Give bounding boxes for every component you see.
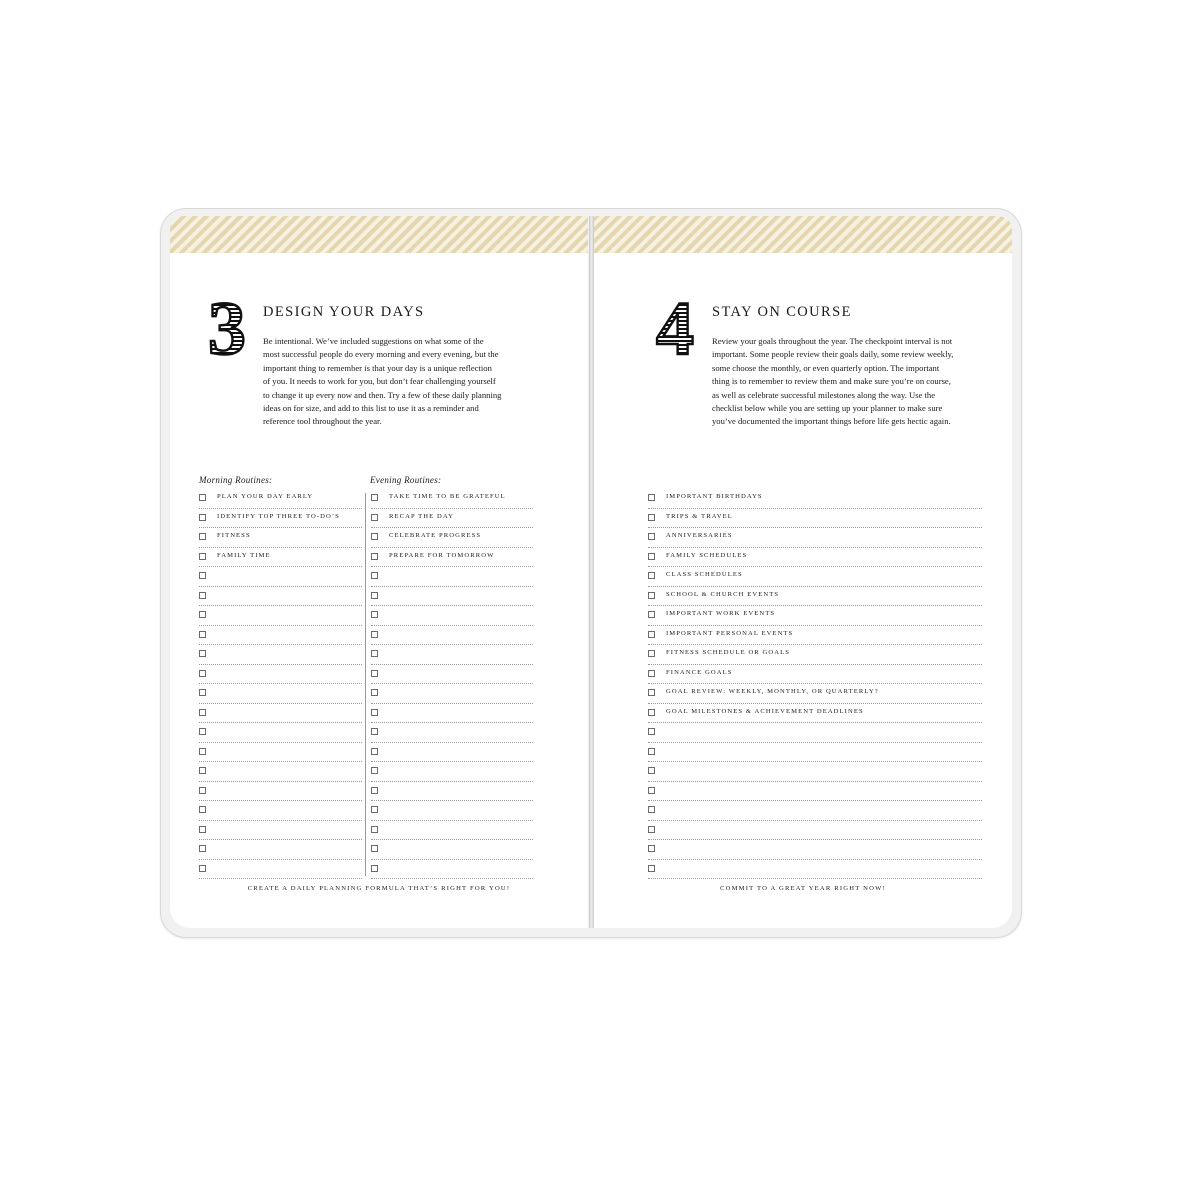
checkbox-icon[interactable] xyxy=(371,826,378,833)
checklist-item xyxy=(648,645,982,665)
checklist-item xyxy=(199,645,362,665)
checkbox-icon[interactable] xyxy=(371,670,378,677)
checklist-item xyxy=(199,587,362,607)
checkbox-icon[interactable] xyxy=(199,533,206,540)
checkbox-icon[interactable] xyxy=(648,533,655,540)
checklist-item xyxy=(199,801,362,821)
checklist-item xyxy=(199,548,362,568)
morning-routines-title: Morning Routines: xyxy=(199,475,273,485)
checklist-item-label: PLAN YOUR DAY EARLY xyxy=(217,493,314,500)
checkbox-icon[interactable] xyxy=(199,514,206,521)
intro-paragraph xyxy=(263,335,531,429)
checklist-item xyxy=(199,665,362,685)
checklist-item xyxy=(648,860,982,880)
checklist-item xyxy=(199,821,362,841)
checklist-item-label: PREPARE FOR TOMORROW xyxy=(389,551,495,559)
checklist-item-label: FINANCE GOALS xyxy=(666,668,733,676)
checklist-item xyxy=(371,821,533,841)
paragraph-line: important. Some people review their goals daily, some review weekly, xyxy=(712,349,954,360)
checklist-item-label: TRIPS & TRAVEL xyxy=(666,512,733,520)
checklist-item xyxy=(648,762,982,782)
right-page xyxy=(594,216,1012,928)
checklist-item xyxy=(199,782,362,802)
checkbox-icon[interactable] xyxy=(371,748,378,755)
checklist-item-label: IDENTIFY TOP THREE TO-DO’S xyxy=(217,512,340,520)
checklist-item-label: FAMILY TIME xyxy=(217,551,271,559)
page-heading: STAY ON COURSE xyxy=(712,304,852,320)
checkbox-icon[interactable] xyxy=(199,494,206,501)
numeral-3-icon xyxy=(198,296,256,358)
checklist-item xyxy=(371,509,533,529)
checklist-item xyxy=(648,782,982,802)
checkbox-icon[interactable] xyxy=(371,845,378,852)
paragraph-line: reference tool throughout the year. xyxy=(263,416,382,427)
checkbox-icon[interactable] xyxy=(199,631,206,638)
checkbox-icon[interactable] xyxy=(648,611,655,618)
checkbox-icon[interactable] xyxy=(648,650,655,657)
paragraph-line: most successful people do every morning and every evening, but the xyxy=(263,349,499,360)
checklist-item-label: GOAL MILESTONES & ACHIEVEMENT DEADLINES xyxy=(666,707,864,715)
checkbox-icon[interactable] xyxy=(199,709,206,716)
checklist-item xyxy=(371,840,533,860)
checkbox-icon[interactable] xyxy=(648,670,655,677)
paragraph-line: checklist below while you are setting up your planner to make sure xyxy=(712,403,943,414)
paragraph-line: of you. It needs to work for you, but don’t fear challenging yourself xyxy=(263,376,496,387)
checkbox-icon[interactable] xyxy=(199,767,206,774)
checkbox-icon[interactable] xyxy=(371,533,378,540)
checklist-item xyxy=(648,548,982,568)
column-divider xyxy=(365,493,366,876)
checkbox-icon[interactable] xyxy=(199,670,206,677)
checkbox-icon[interactable] xyxy=(371,592,378,599)
paragraph-line: Review your goals throughout the year. The checkpoint interval is not xyxy=(712,336,953,346)
checkbox-icon[interactable] xyxy=(371,631,378,638)
paragraph-line: to change it up every now and then. Try a few of these daily planning xyxy=(263,389,502,400)
paragraph-line: Be intentional. We’ve included suggestions on what some of the xyxy=(263,336,484,346)
checklist-item-label: RECAP THE DAY xyxy=(389,512,454,520)
checklist-item xyxy=(648,626,982,646)
checklist-item-label: FAMILY SCHEDULES xyxy=(666,551,748,559)
checklist-item xyxy=(648,704,982,724)
checklist-item xyxy=(371,665,533,685)
checklist-item xyxy=(371,626,533,646)
checklist-item xyxy=(199,684,362,704)
checkbox-icon[interactable] xyxy=(648,572,655,579)
checkbox-icon[interactable] xyxy=(648,514,655,521)
page-heading: DESIGN YOUR DAYS xyxy=(263,304,425,320)
checklist-item-label: ANNIVERSARIES xyxy=(666,532,733,539)
checklist-item-label: FITNESS SCHEDULE OR GOALS xyxy=(666,649,791,656)
checkbox-icon[interactable] xyxy=(371,514,378,521)
setup-checklist xyxy=(648,489,982,879)
page-footer: COMMIT TO A GREAT YEAR RIGHT NOW! xyxy=(720,885,886,892)
checklist-item xyxy=(371,489,533,509)
checkbox-icon[interactable] xyxy=(648,631,655,638)
checkbox-icon[interactable] xyxy=(648,845,655,852)
checklist-item xyxy=(648,743,982,763)
checklist-item xyxy=(371,587,533,607)
paragraph-line: as well as celebrate successful milestones along the way. Use the xyxy=(712,389,936,400)
checkbox-icon[interactable] xyxy=(648,767,655,774)
checklist-item xyxy=(371,801,533,821)
paragraph-line: some choose the monthly, or even quarterly option. The important xyxy=(712,362,940,373)
checklist-item xyxy=(199,606,362,626)
checklist-item xyxy=(199,489,362,509)
checkbox-icon[interactable] xyxy=(648,826,655,833)
checklist-item xyxy=(199,723,362,743)
left-page xyxy=(170,216,588,928)
checkbox-icon[interactable] xyxy=(371,787,378,794)
checkbox-icon[interactable] xyxy=(371,553,378,560)
checklist-item xyxy=(371,684,533,704)
checklist-item xyxy=(648,509,982,529)
checkbox-icon[interactable] xyxy=(199,650,206,657)
checkbox-icon[interactable] xyxy=(648,787,655,794)
checklist-item xyxy=(199,528,362,548)
checklist-item xyxy=(371,860,533,880)
checklist-item xyxy=(648,665,982,685)
checkbox-icon[interactable] xyxy=(371,709,378,716)
checklist-item-label: CELEBRATE PROGRESS xyxy=(389,532,482,539)
checkbox-icon[interactable] xyxy=(199,728,206,735)
checkbox-icon[interactable] xyxy=(199,826,206,833)
checkbox-icon[interactable] xyxy=(371,806,378,813)
checkbox-icon[interactable] xyxy=(199,689,206,696)
checkbox-icon[interactable] xyxy=(199,787,206,794)
checkbox-icon[interactable] xyxy=(648,709,655,716)
checkbox-icon[interactable] xyxy=(199,611,206,618)
checkbox-icon[interactable] xyxy=(648,592,655,599)
checkbox-icon[interactable] xyxy=(371,767,378,774)
evening-routines-list xyxy=(371,489,533,879)
checklist-item-label: IMPORTANT WORK EVENTS xyxy=(666,610,776,617)
checklist-item xyxy=(648,606,982,626)
morning-routines-list xyxy=(199,489,362,879)
checklist-item xyxy=(371,762,533,782)
checkbox-icon[interactable] xyxy=(199,845,206,852)
checklist-item-label: IMPORTANT PERSONAL EVENTS xyxy=(666,629,794,637)
checkbox-icon[interactable] xyxy=(199,865,206,872)
checklist-item xyxy=(371,782,533,802)
checklist-item xyxy=(648,528,982,548)
checklist-item-label: CLASS SCHEDULES xyxy=(666,571,743,578)
paragraph-line: thing is to remember to review them and make sure you’re on course, xyxy=(712,376,951,387)
checkbox-icon[interactable] xyxy=(648,553,655,560)
checklist-item xyxy=(371,528,533,548)
page-footer: CREATE A DAILY PLANNING FORMULA THAT’S RIGHT FOR YOU! xyxy=(247,885,511,892)
checklist-item-label: TAKE TIME TO BE GRATEFUL xyxy=(389,493,506,500)
decorative-stripe-band xyxy=(170,216,588,253)
checkbox-icon[interactable] xyxy=(648,748,655,755)
svg-text:4: 4 xyxy=(656,296,694,358)
checkbox-icon[interactable] xyxy=(371,572,378,579)
checklist-item xyxy=(371,645,533,665)
checklist-item xyxy=(199,567,362,587)
paragraph-line: you’ve documented the important things before life gets hectic again. xyxy=(712,416,951,427)
checkbox-icon[interactable] xyxy=(371,689,378,696)
numeral-4-icon xyxy=(646,296,704,358)
checkbox-icon[interactable] xyxy=(648,865,655,872)
checklist-item xyxy=(371,704,533,724)
checklist-item xyxy=(199,509,362,529)
decorative-stripe-band xyxy=(594,216,1012,253)
checklist-item xyxy=(648,801,982,821)
checklist-item xyxy=(648,567,982,587)
checklist-item xyxy=(648,587,982,607)
checkbox-icon[interactable] xyxy=(199,592,206,599)
checklist-item xyxy=(648,840,982,860)
paragraph-line: ideas on for size, and add to this list to use it as a reminder and xyxy=(263,403,479,414)
intro-paragraph xyxy=(712,335,984,429)
checkbox-icon[interactable] xyxy=(199,572,206,579)
checkbox-icon[interactable] xyxy=(199,553,206,560)
checklist-item xyxy=(199,860,362,880)
checklist-item xyxy=(199,762,362,782)
checklist-item xyxy=(371,548,533,568)
checklist-item xyxy=(648,723,982,743)
checklist-item xyxy=(648,489,982,509)
checklist-item xyxy=(199,626,362,646)
checkbox-icon[interactable] xyxy=(371,865,378,872)
checklist-item-label: SCHOOL & CHURCH EVENTS xyxy=(666,590,780,598)
checkbox-icon[interactable] xyxy=(648,689,655,696)
checklist-item xyxy=(199,704,362,724)
checklist-item xyxy=(199,840,362,860)
checklist-item-label: FITNESS xyxy=(217,532,251,539)
checklist-item xyxy=(371,606,533,626)
evening-routines-title: Evening Routines: xyxy=(370,475,442,485)
checkbox-icon[interactable] xyxy=(648,806,655,813)
checkbox-icon[interactable] xyxy=(648,494,655,501)
checkbox-icon[interactable] xyxy=(371,728,378,735)
checklist-item xyxy=(371,567,533,587)
paragraph-line: important thing to remember is that your day is a unique reflection xyxy=(263,362,492,373)
checkbox-icon[interactable] xyxy=(371,494,378,501)
checkbox-icon[interactable] xyxy=(371,611,378,618)
checkbox-icon[interactable] xyxy=(371,650,378,657)
checklist-item-label: GOAL REVIEW: WEEKLY, MONTHLY, OR QUARTERLY? xyxy=(666,688,879,695)
checkbox-icon[interactable] xyxy=(199,806,206,813)
checkbox-icon[interactable] xyxy=(648,728,655,735)
checklist-item xyxy=(648,684,982,704)
checkbox-icon[interactable] xyxy=(199,748,206,755)
checklist-item xyxy=(199,743,362,763)
svg-text:3: 3 xyxy=(208,296,246,358)
checklist-item xyxy=(371,723,533,743)
checklist-item-label: IMPORTANT BIRTHDAYS xyxy=(666,493,763,500)
checklist-item xyxy=(371,743,533,763)
checklist-item xyxy=(648,821,982,841)
